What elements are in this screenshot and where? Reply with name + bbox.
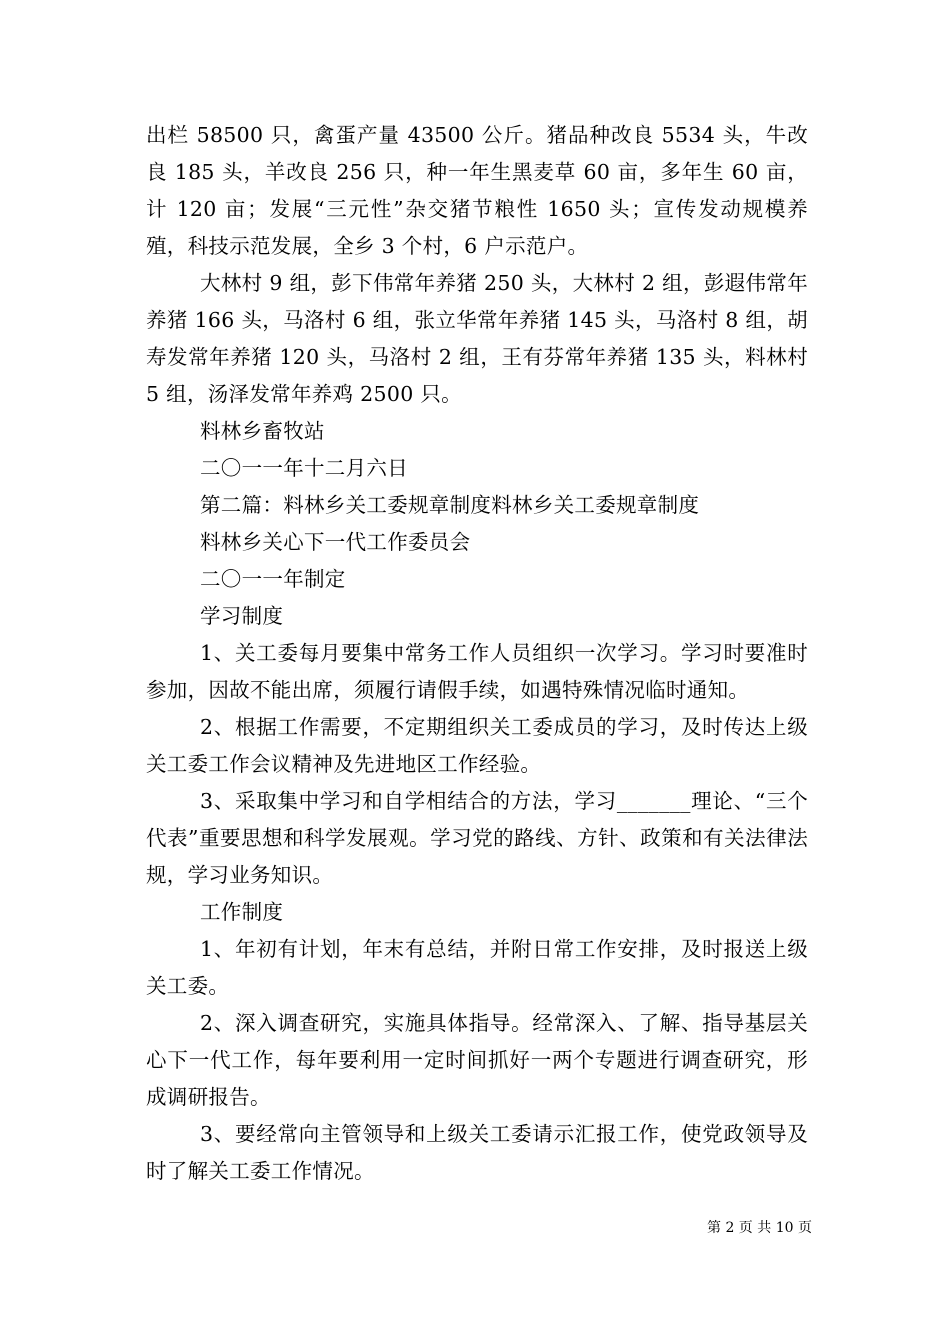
signature-date: 二〇一一年十二月六日 <box>200 456 408 480</box>
signature-organization: 料林乡畜牧站 <box>200 419 325 443</box>
paragraph: 1、关工委每月要集中常务工作人员组织一次学习。学习时要准时参加，因故不能出席，须履行请假手续，如遇特殊情况临时通知。 <box>146 641 808 702</box>
section-date: 二〇一一年制定 <box>200 567 346 591</box>
section-title: 第二篇：料林乡关工委规章制度料林乡关工委规章制度 <box>200 493 700 517</box>
paragraph: 1、年初有计划，年末有总结，并附日常工作安排，及时报送上级关工委。 <box>146 937 808 998</box>
paragraph: 2、深入调查研究，实施具体指导。经常深入、了解、指导基层关心下一代工作，每年要利用一定时间抓好一两个专题进行调查研究，形成调研报告。 <box>146 1011 808 1109</box>
paragraph: 3、采取集中学习和自学相结合的方法，学习_______理论、“三个代表”重要思想和科学发展观。学习党的路线、方针、政策和有关法律法规，学习业务知识。 <box>146 789 808 887</box>
paragraph: 2、根据工作需要，不定期组织关工委成员的学习，及时传达上级关工委工作会议精神及先进地区工作经验。 <box>146 715 808 776</box>
subheading-work-rules: 工作制度 <box>200 900 284 924</box>
subheading-study-rules: 学习制度 <box>200 604 284 628</box>
paragraph: 大林村 9 组，彭下伟常年养猪 250 头，大林村 2 组，彭遐伟常年养猪 166 头，马洛村 6 组，张立华常年养猪 145 头，马洛村 8 组，胡寿发常年养猪 120 头，马洛村 2 组，王有芬常年养猪 135 头，料林村 5 组，汤泽发常年养鸡 2500 只。 <box>146 271 808 406</box>
paragraph: 出栏 58500 只，禽蛋产量 43500 公斤。猪品种改良 5534 头，牛改良 185 头，羊改良 256 只，种一年生黑麦草 60 亩，多年生 60 亩，计 120 亩；发展“三元性”杂交猪节粮性 1650 头；宣传发动规模养殖，科技示范发展，全乡 3 个村，6 户示范户。 <box>146 123 808 258</box>
paragraph: 3、要经常向主管领导和上级关工委请示汇报工作，使党政领导及时了解关工委工作情况。 <box>146 1122 808 1183</box>
page-number: 第 2 页 共 10 页 <box>707 1220 812 1236</box>
document-body <box>146 117 808 1190</box>
section-issuer: 料林乡关心下一代工作委员会 <box>200 530 471 554</box>
